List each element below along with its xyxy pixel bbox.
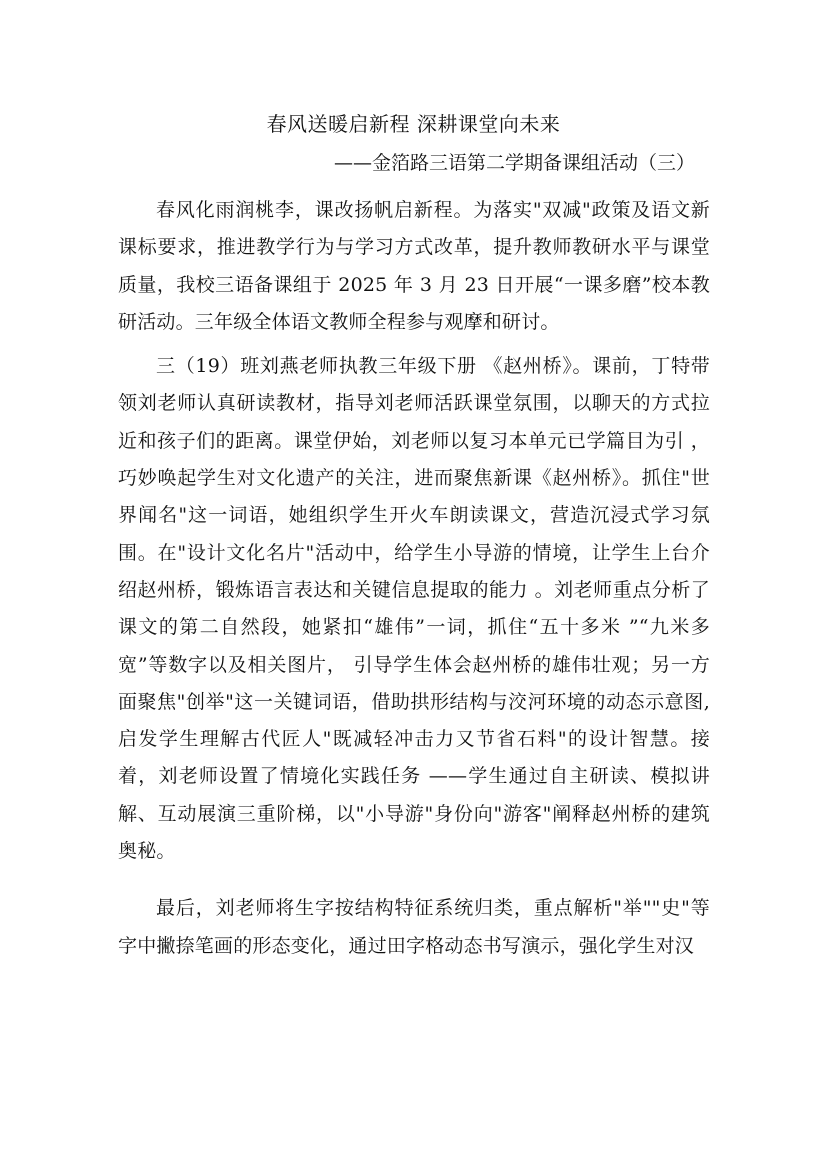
paragraph-lesson: 三（19）班刘燕老师执教三年级下册 《赵州桥》。课前，丁特带领刘老师认真研读教材，指导刘老师活跃课堂氛围，以聊天的方式拉近和孩子们的距离。课堂伊始，刘老师以复习本单元已学篇目为引 ，巧妙唤起学生对文化遗产的关注，进而聚焦新课《赵州桥》。抓住"世界闻名"这一词语，她组织学生开火车朗读课文，营造沉浸式学习氛围。在"设计文化名片"活动中，给学生小导游的情境，让学生上台介绍赵州桥，锻炼语言表达和关键信息提取的能力 。刘老师重点分析了课文的第二自然段，她紧扣“雄伟”一词，抓住“五十多米 ”“九米多宽”等数字以及相关图片， 引导学生体会赵州桥的雄伟壮观；另一方面聚焦"创举"这一关键词语，借助拱形结构与洨河环境的动态示意图,启发学生理解古代匠人"既减轻冲击力又节省石料"的设计智慧。接着，刘老师设置了情境化实践任务 ——学生通过自主研读、模拟讲解、互动展演三重阶梯，以"小导游"身份向"游客"阐释赵州桥的建筑奥秘。 [118, 355, 710, 863]
paragraph-intro: 春风化雨润桃李，课改扬帆启新程。为落实"双减"政策及语文新课标要求，推进教学行为与学习方式改革，提升教师教研水平与课堂质量，我校三语备课组于 2025 年 3 月 23 日开展“一课多磨”校本教研活动。三年级全体语文教师全程参与观摩和研讨。 [118, 199, 710, 333]
page-subtitle: ——金箔路三语第二学期备课组活动（三） [334, 152, 696, 174]
article-body [118, 192, 710, 965]
paragraph-conclusion: 最后，刘老师将生字按结构特征系统归类，重点解析"举""史"等字中撇捺笔画的形态变化，通过田字格动态书写演示，强化学生对汉 [118, 897, 710, 957]
page-title: 春风送暖启新程 深耕课堂向未来 [266, 112, 561, 136]
